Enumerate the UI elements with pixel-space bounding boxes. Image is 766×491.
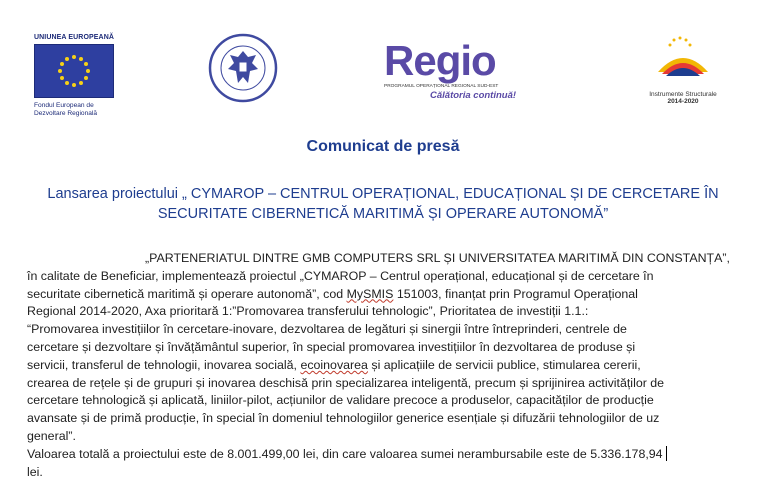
body-line: general”. (27, 428, 76, 443)
body-line: avansate și de primă producție, în special în domeniul tehnologiilor generice esențiale și difuzării tehnologiilor de uz (27, 411, 660, 426)
instrumente-structurale-icon (640, 34, 726, 84)
eu-logo (34, 34, 116, 118)
regio-wordmark: Regio (384, 37, 496, 84)
instrumente-years: 2014-2020 (667, 98, 699, 105)
document-title: Comunicat de presă (306, 138, 460, 155)
eu-flag-icon (34, 44, 114, 98)
instrumente-structurale-logo (640, 34, 726, 114)
spellcheck-word: ecoinovarea (300, 357, 368, 372)
body-line: “Promovarea investițiilor în cercetare-inovare, dezvoltarea de legături și sinergii între întreprinderi, centrele de (27, 322, 627, 337)
regio-logo (384, 37, 534, 112)
subtitle-line: SECURITATE CIBERNETICĂ MARITIMĂ ȘI OPERARE AUTONOMĂ” (157, 206, 609, 222)
instrumente-label: Instrumente Structurale (649, 91, 717, 98)
body-line: lei. (27, 464, 43, 479)
subtitle-line: Lansarea proiectului „ CYMAROP – CENTRUL OPERAȚIONAL, EDUCAȚIONAL ȘI DE CERCETARE ÎN (47, 186, 719, 202)
text-cursor (666, 446, 667, 461)
body-line: cercetare tehnologică și aplicată, liniilor-pilot, acțiunilor de validare precoce a produselor, capacităților de producție (27, 393, 654, 408)
eu-fund-name: Fondul European de Dezvoltare Regională (34, 102, 98, 117)
eu-label: UNIUNEA EUROPEANĂ (34, 34, 115, 41)
regio-program-line: PROGRAMUL OPERAȚIONAL REGIONAL SUD-EST (384, 84, 499, 89)
body-line: Regional 2014-2020, Axa prioritară 1:”Promovarea transferului tehnologic”, Prioritatea de investiții 1.1.: (27, 304, 589, 319)
document-body[interactable] (27, 250, 739, 481)
body-line: Valoarea totală a proiectului este de 8.001.499,00 lei, din care valoarea sumei nerambursabile este de 5.336.178,94 (27, 446, 739, 464)
body-line: crearea de rețele și de grupuri și inovarea deschisă prin specializarea inteligentă, precum și sprijinirea activităților de (27, 375, 665, 390)
body-line: „PARTENERIATUL DINTRE GMB COMPUTERS SRL ȘI UNIVERSITATEA MARITIMĂ DIN CONSTANȚA”, (145, 251, 730, 265)
body-line: în calitate de Beneficiar, implementează proiectul „CYMAROP – Centrul operațional, educațional și de cercetare în (27, 268, 654, 283)
document-subtitle (20, 184, 746, 224)
regio-slogan: Călătoria continuă! (430, 90, 517, 101)
logo-bar (0, 0, 766, 120)
body-line: cercetare și dezvoltare și învățământul superior, în special promovarea investițiilor în dezvoltarea de produse și (27, 339, 636, 354)
body-line: servicii, transferul de tehnologii, inovarea socială, ecoinovarea și aplicațiile de servicii publice, stimularea cererii, (27, 357, 641, 372)
body-line: securitate cibernetică maritimă și operare autonomă”, cod MySMIS 151003, finanțat prin Programul Operațional (27, 286, 638, 301)
government-seal-logo (208, 33, 278, 103)
spellcheck-word: MySMIS (346, 286, 394, 301)
